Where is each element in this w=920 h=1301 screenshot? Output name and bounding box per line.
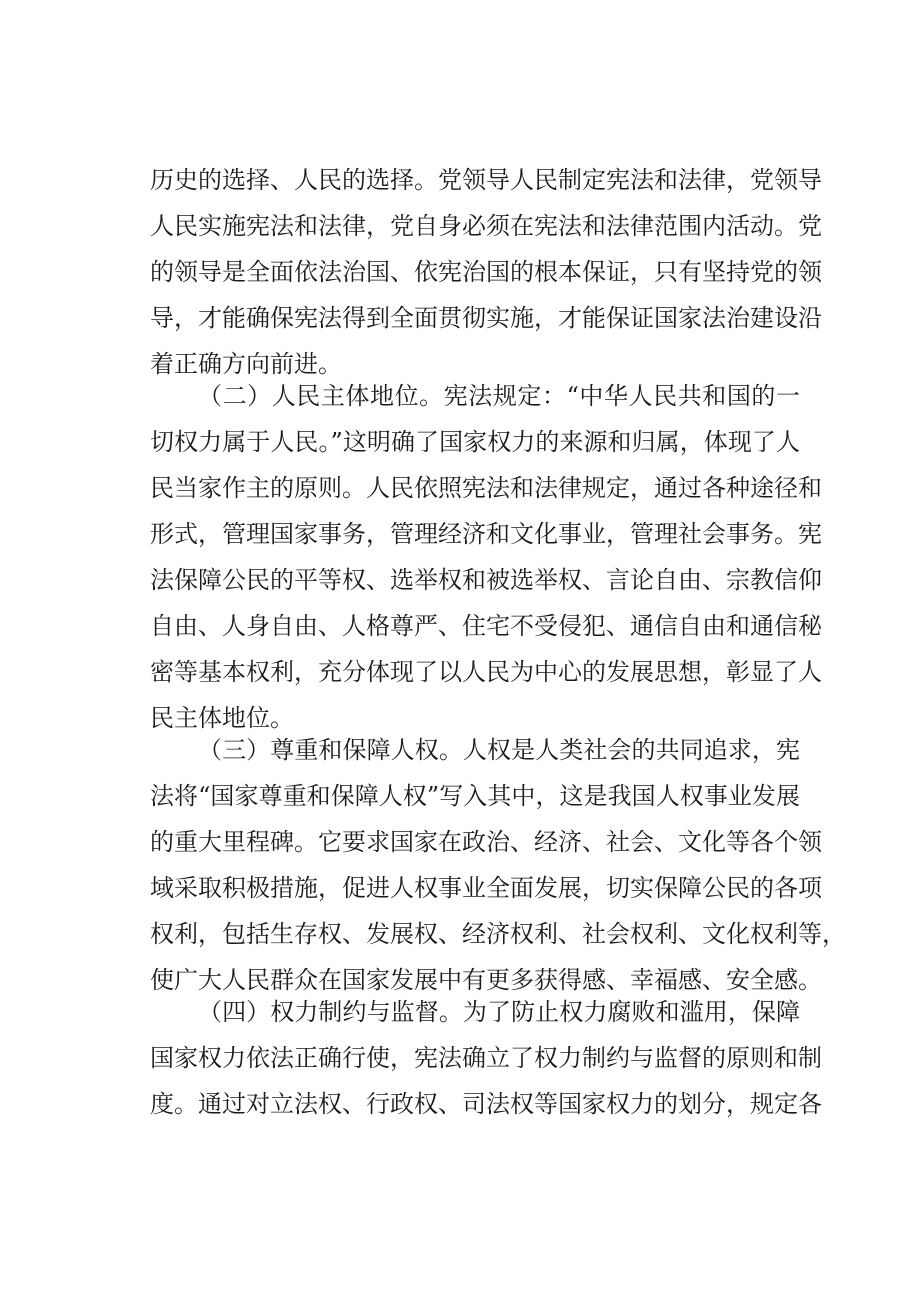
text-line-8: 民当家作主的原则。人民依照宪法和法律规定，通过各种途径和	[150, 474, 822, 502]
text-line-22: 度。通过对立法权、行政权、司法权等国家权力的划分，规定各	[150, 1090, 822, 1118]
paragraph-heading-3: （三）尊重和保障人权。人权是人类社会的共同追求，宪	[198, 736, 800, 764]
text-line-18: 权利，包括生存权、发展权、经济权利、社会权利、文化权利等，	[150, 920, 846, 948]
paragraph-heading-2: （二）人民主体地位。宪法规定：“中华人民共和国的一	[198, 382, 800, 410]
text-line-3: 的领导是全面依法治国、依宪治国的根本保证，只有坚持党的领	[150, 258, 822, 286]
text-line-11: 自由、人身自由、人格尊严、住宅不受侵犯、通信自由和通信秘	[150, 612, 822, 640]
text-line-15: 法将“国家尊重和保障人权”写入其中，这是我国人权事业发展	[150, 782, 800, 810]
text-line-5: 着正确方向前进。	[150, 350, 342, 378]
text-line-12: 密等基本权利，充分体现了以人民为中心的发展思想，彰显了人	[150, 658, 822, 686]
text-line-7: 切权力属于人民。”这明确了国家权力的来源和归属，体现了人	[150, 428, 800, 456]
text-line-19: 使广大人民群众在国家发展中有更多获得感、幸福感、安全感。	[150, 966, 822, 994]
text-line-4: 导，才能确保宪法得到全面贯彻实施，才能保证国家法治建设沿	[150, 304, 822, 332]
text-line-10: 法保障公民的平等权、选举权和被选举权、言论自由、宗教信仰	[150, 566, 822, 594]
paragraph-heading-4: （四）权力制约与监督。为了防止权力腐败和滥用，保障	[198, 998, 800, 1026]
text-line-16: 的重大里程碑。它要求国家在政治、经济、社会、文化等各个领	[150, 828, 822, 856]
text-line-21: 国家权力依法正确行使，宪法确立了权力制约与监督的原则和制	[150, 1044, 822, 1072]
text-line-17: 域采取积极措施，促进人权事业全面发展，切实保障公民的各项	[150, 874, 822, 902]
text-line-13: 民主体地位。	[150, 704, 294, 732]
text-line-9: 形式，管理国家事务，管理经济和文化事业，管理社会事务。宪	[150, 520, 822, 548]
text-line-1: 历史的选择、人民的选择。党领导人民制定宪法和法律，党领导	[150, 166, 822, 194]
text-line-2: 人民实施宪法和法律，党自身必须在宪法和法律范围内活动。党	[150, 212, 822, 240]
